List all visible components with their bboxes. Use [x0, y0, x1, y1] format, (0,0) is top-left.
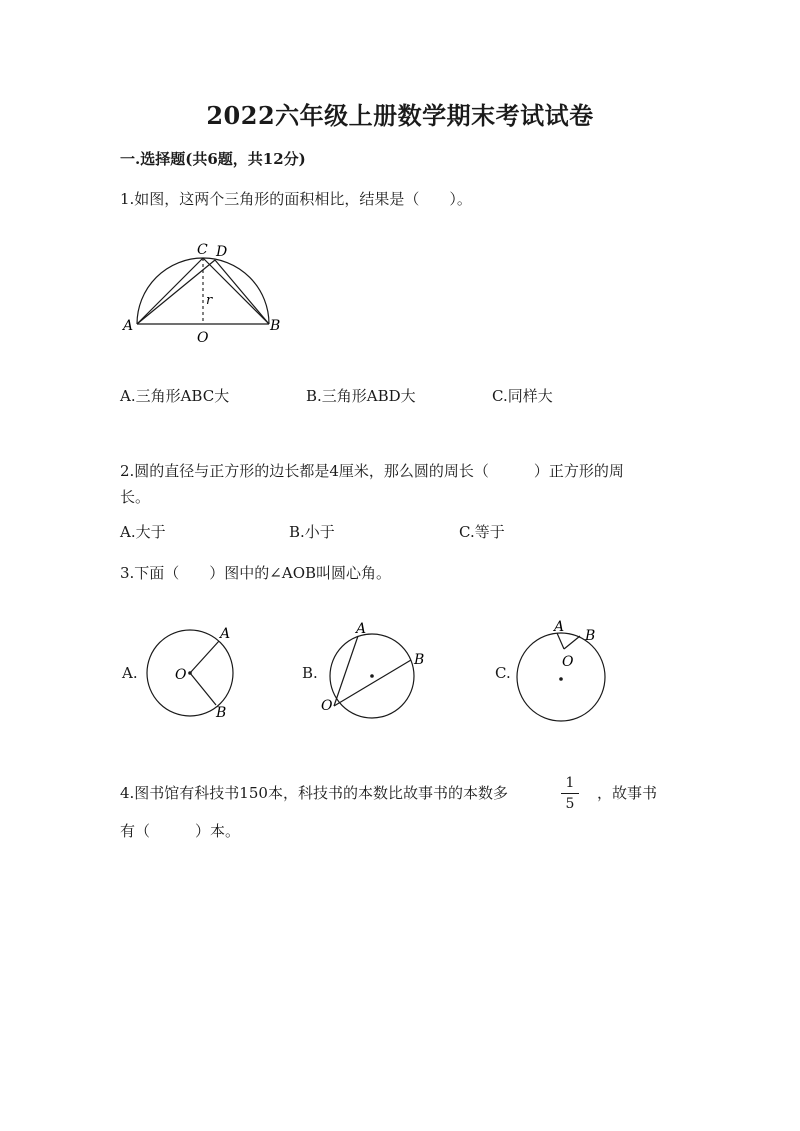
- question-3-stem: 3.下面（ ）图中的∠AOB叫圆心角。: [120, 564, 392, 582]
- label-d: D: [216, 244, 228, 260]
- question-2-stem-line1: 2.圆的直径与正方形的边长都是4厘米，那么圆的周长（ ）正方形的周: [120, 462, 624, 480]
- circle-c: [517, 633, 605, 721]
- label-r: r: [206, 293, 213, 308]
- q3-option-a-label[interactable]: A.: [122, 664, 138, 682]
- chord-oa-b: [334, 636, 358, 706]
- q1-semicircle-figure: [115, 238, 295, 348]
- q2-option-a[interactable]: A.大于: [120, 523, 166, 541]
- q3-option-c-label[interactable]: C.: [495, 664, 511, 682]
- fraction-one-fifth: [561, 774, 579, 813]
- fig-a-label-b: B: [216, 705, 227, 721]
- q1-option-a[interactable]: A.三角形ABC大: [120, 387, 230, 405]
- fig-b-label-b: B: [414, 652, 425, 668]
- fig-c-label-b: B: [585, 628, 596, 644]
- question-4-stem-part1: 4.图书馆有科技书150本，科技书的本数比故事书的本数多: [120, 784, 508, 802]
- fraction-bar: [561, 793, 579, 794]
- fig-a-label-o: O: [175, 667, 187, 683]
- section-heading: 一.选择题(共6题，共12分): [120, 150, 306, 168]
- fig-b-label-a: A: [356, 621, 367, 637]
- fig-a-label-a: A: [220, 626, 231, 642]
- center-dot-b: [370, 674, 374, 678]
- question-2-stem-line2: 长。: [120, 488, 151, 506]
- fig-c-label-a: A: [554, 619, 565, 635]
- page-title: 2022六年级上册数学期末考试试卷: [206, 101, 594, 130]
- segment-ob-c: [564, 636, 580, 649]
- fraction-denominator: 5: [565, 796, 575, 812]
- question-1-stem: 1.如图，这两个三角形的面积相比，结果是（ ）。: [120, 190, 472, 208]
- label-b: B: [270, 318, 281, 334]
- segment-oa-c: [557, 633, 564, 649]
- label-o: O: [197, 330, 209, 346]
- radius-ob-a: [190, 673, 216, 705]
- center-dot-c: [559, 677, 563, 681]
- q2-option-b[interactable]: B.小于: [289, 523, 335, 541]
- q3-circle-figure-b: [318, 618, 428, 723]
- question-4-stem-line2: 有（ ）本。: [120, 822, 241, 840]
- q3-option-b-label[interactable]: B.: [302, 664, 318, 682]
- fig-c-label-o: O: [562, 654, 574, 670]
- q3-circle-figure-a: [140, 618, 250, 723]
- label-c: C: [197, 242, 208, 258]
- radius-oa-a: [190, 641, 219, 673]
- segment-cb: [203, 258, 269, 324]
- chord-ob-b: [334, 660, 411, 706]
- q1-option-b[interactable]: B.三角形ABD大: [306, 387, 416, 405]
- q2-option-c[interactable]: C.等于: [459, 523, 505, 541]
- q3-circle-figure-c: [510, 618, 620, 723]
- question-4-stem-part2: ，故事书: [597, 784, 658, 802]
- label-a: A: [123, 318, 134, 334]
- segment-ac: [137, 258, 203, 324]
- fraction-numerator: 1: [565, 775, 575, 791]
- q1-option-c[interactable]: C.同样大: [492, 387, 553, 405]
- fig-b-label-o: O: [321, 698, 333, 714]
